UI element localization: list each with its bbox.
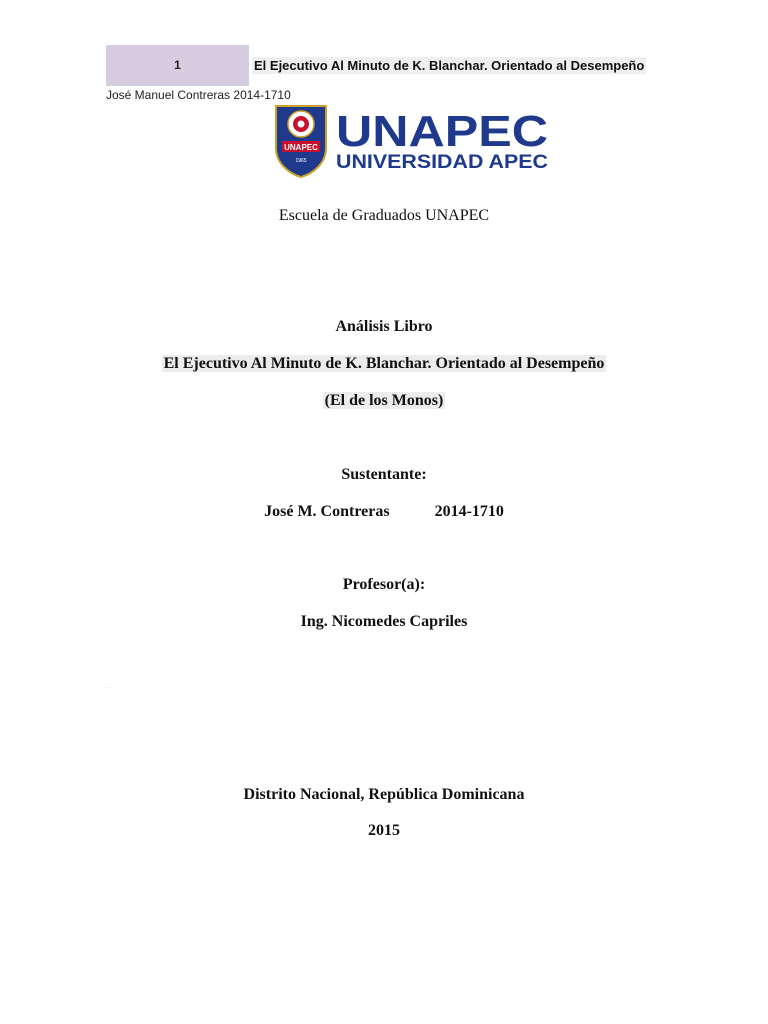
emblem-year: 1965 (295, 158, 307, 164)
student-name: José M. Contreras (264, 503, 390, 520)
profesor-name: Ing. Nicomedes Capriles (300, 613, 468, 630)
author-line: José Manuel Contreras 2014-1710 (106, 88, 291, 102)
subtitle-text: (El de los Monos) (324, 392, 444, 409)
school-name: Escuela de Graduados UNAPEC (278, 207, 490, 224)
stray-marks: ‧ ‧ ‧ (104, 686, 112, 692)
student-id: 2014-1710 (434, 503, 504, 520)
location: Distrito Nacional, República Dominicana (243, 786, 525, 803)
unapec-logo (274, 104, 550, 178)
page-number: 1 (174, 58, 181, 72)
logo-main-text: UNAPEC (336, 107, 548, 156)
analysis-label: Análisis Libro (335, 318, 433, 335)
unapec-shield-icon (276, 106, 326, 177)
book-title (0, 355, 768, 373)
logo-sub-text: UNIVERSIDAD APEC (336, 152, 549, 173)
header-title: El Ejecutivo Al Minuto de K. Blanchar. Orientado al Desempeño (254, 58, 645, 73)
profesor-label: Profesor(a): (342, 576, 426, 593)
student-row (0, 503, 768, 521)
subtitle (0, 392, 768, 410)
year: 2015 (368, 822, 400, 839)
sustentante-label: Sustentante: (341, 466, 427, 483)
book-title-text: El Ejecutivo Al Minuto de K. Blanchar. Orientado al Desempeño (163, 355, 605, 372)
emblem-text: UNAPEC (284, 143, 318, 152)
